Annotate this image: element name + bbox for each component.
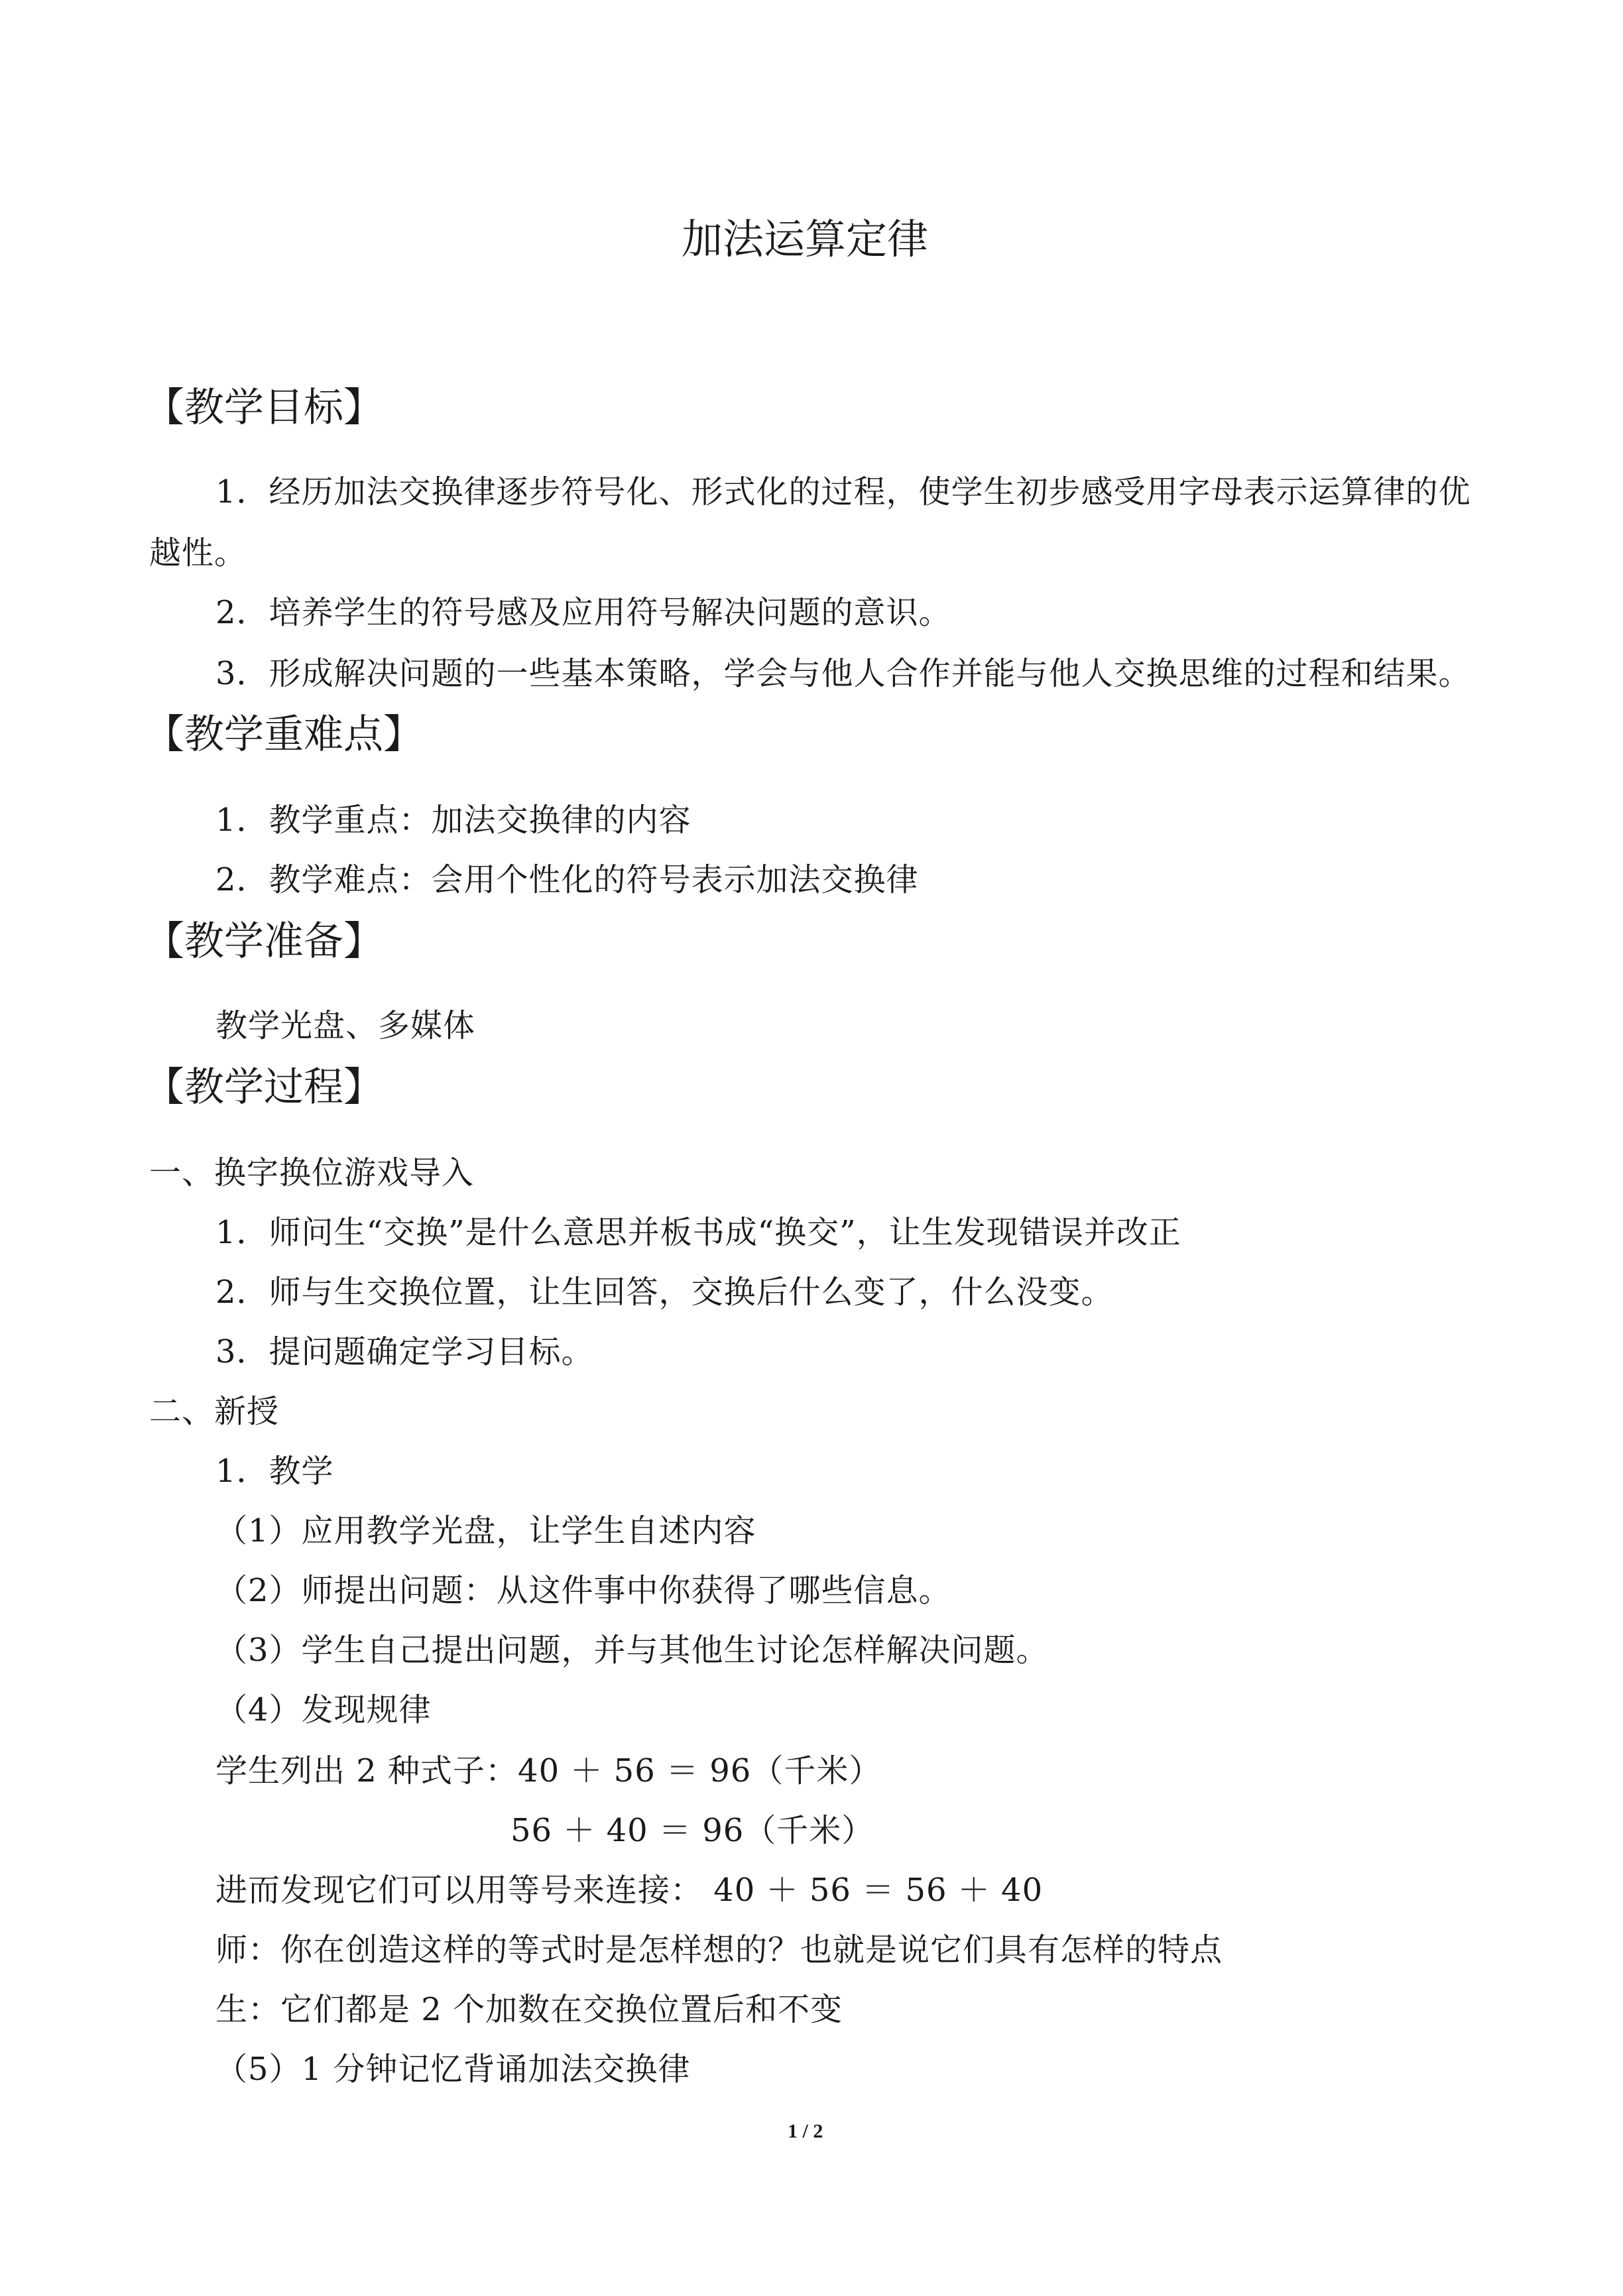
preparation-item: 教学光盘、多媒体 [215, 1007, 476, 1044]
process-line: （4）发现规律 [215, 1691, 432, 1728]
process-line: 2．师与生交换位置，让生回答，交换后什么变了，什么没变。 [215, 1274, 1114, 1311]
objective-1: 1．经历加法交换律逐步符号化、形式化的过程，使学生初步感受用字母表示运算律的优 [215, 473, 1471, 511]
heading-key-points: 【教学重难点】 [145, 711, 423, 758]
objective-2: 2．培养学生的符号感及应用符号解决问题的意识。 [215, 594, 951, 631]
objective-1-cont: 越性。 [149, 534, 247, 572]
heading-process: 【教学过程】 [145, 1064, 383, 1111]
process-line: （2）师提出问题：从这件事中你获得了哪些信息。 [215, 1572, 951, 1609]
key-point-1: 1．教学重点：加法交换律的内容 [215, 802, 691, 839]
process-line: 师：你在创造这样的等式时是怎样想的？也就是说它们具有怎样的特点 [215, 1931, 1223, 1968]
objective-3: 3．形成解决问题的一些基本策略，学会与他人合作并能与他人交换思维的过程和结果。 [215, 655, 1471, 692]
process-line: （3）学生自己提出问题，并与其他生讨论怎样解决问题。 [215, 1632, 1049, 1669]
equation-line-2: 56 ＋ 40 ＝ 96（千米） [511, 1812, 874, 1849]
process-part-1: 一、换字换位游戏导入 [149, 1154, 475, 1191]
process-line: 1．教学 [215, 1453, 334, 1490]
key-point-2: 2．教学难点：会用个性化的符号表示加法交换律 [215, 861, 919, 898]
process-line: （5）1 分钟记忆背诵加法交换律 [215, 2051, 691, 2088]
page-number: 1 / 2 [788, 2120, 823, 2142]
process-line: （1）应用教学光盘，让学生自述内容 [215, 1512, 756, 1549]
process-line: 生：它们都是 2 个加数在交换位置后和不变 [215, 1991, 843, 2028]
heading-preparation: 【教学准备】 [145, 918, 383, 965]
document-title: 加法运算定律 [682, 215, 929, 263]
equation-line-1: 学生列出 2 种式子：40 ＋ 56 ＝ 96（千米） [215, 1752, 882, 1789]
process-line: 3．提问题确定学习目标。 [215, 1333, 594, 1370]
heading-objectives: 【教学目标】 [145, 385, 383, 431]
process-line: 1．师问生“交换”是什么意思并板书成“换交”，让生发现错误并改正 [215, 1214, 1181, 1251]
process-part-2: 二、新授 [149, 1393, 280, 1430]
equation-line-3: 进而发现它们可以用等号来连接： 40 ＋ 56 ＝ 56 ＋ 40 [215, 1872, 1044, 1909]
